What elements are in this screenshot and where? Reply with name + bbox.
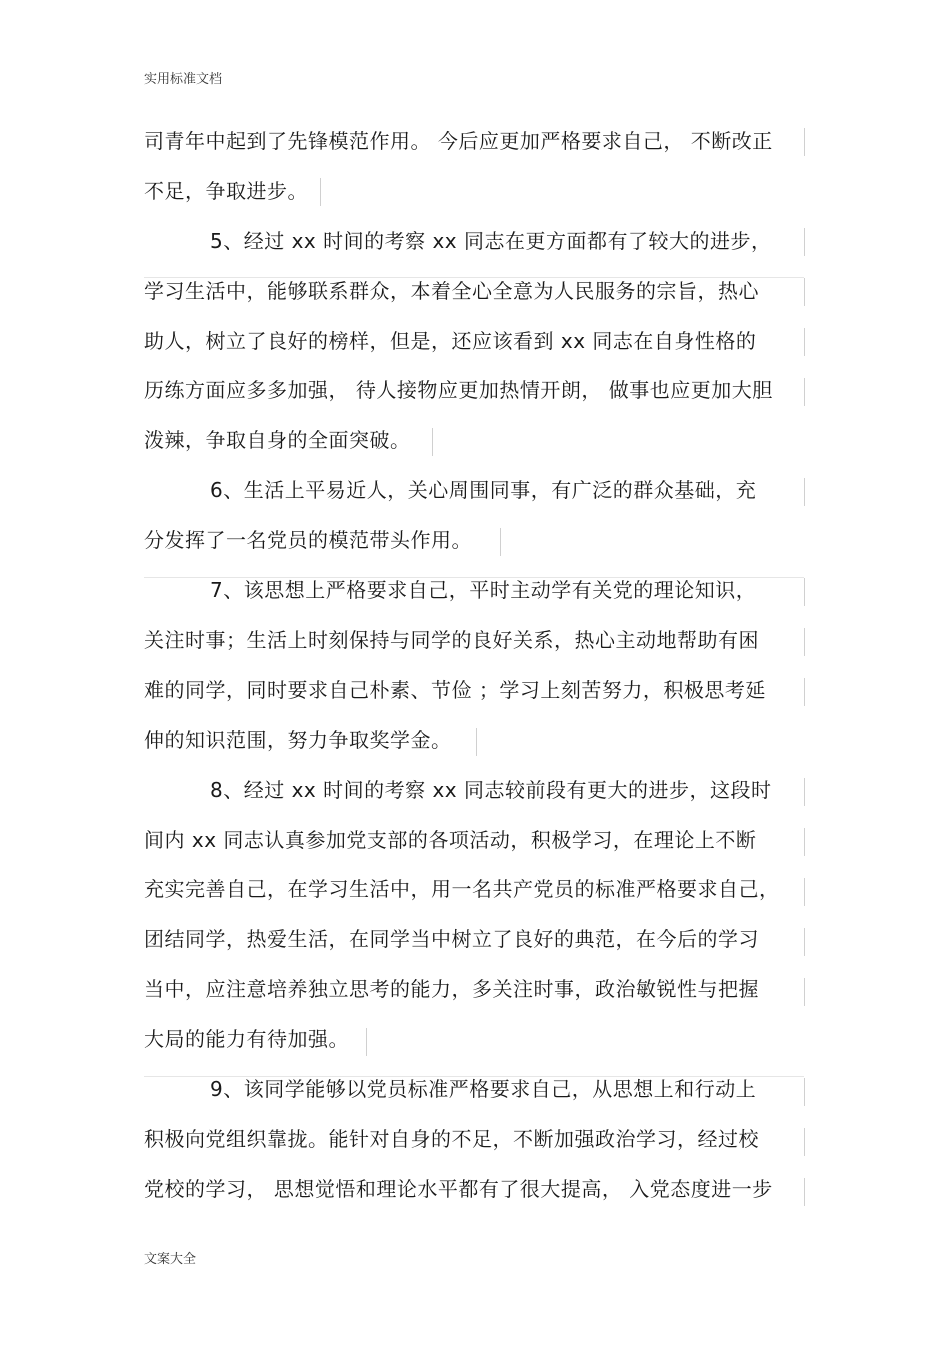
cell-rule xyxy=(804,278,805,306)
text-line: 伸的知识范围，努力争取奖学金。 xyxy=(144,728,452,752)
cell-rule xyxy=(366,1028,367,1056)
text-line: 充实完善自己，在学习生活中，用一名共产党员的标准严格要求自己， xyxy=(144,877,780,901)
text-line: 团结同学，热爱生活，在同学当中树立了良好的典范，在今后的学习 xyxy=(144,927,759,951)
text-line: 分发挥了一名党员的模范带头作用。 xyxy=(144,528,472,552)
cell-rule xyxy=(804,1078,805,1106)
text-line: 难的同学，同时要求自己朴素、节俭 ；学习上刻苦努力，积极思考延 xyxy=(144,678,766,702)
text-line: 司青年中起到了先锋模范作用。 今后应更加严格要求自己， 不断改正 xyxy=(144,129,773,153)
text-line: 7、该思想上严格要求自己，平时主动学有关党的理论知识， xyxy=(210,578,757,602)
cell-rule xyxy=(144,1076,804,1077)
text-line: 历练方面应多多加强， 待人接物应更加热情开朗， 做事也应更加大胆 xyxy=(144,378,773,402)
cell-rule xyxy=(804,828,805,856)
text-line: 学习生活中，能够联系群众，本着全心全意为人民服务的宗旨，热心 xyxy=(144,279,759,303)
text-line: 间内 xx 同志认真参加党支部的各项活动，积极学习，在理论上不断 xyxy=(144,828,757,852)
cell-rule xyxy=(804,378,805,406)
cell-rule xyxy=(804,978,805,1006)
cell-rule xyxy=(500,528,501,556)
text-line: 积极向党组织靠拢。能针对自身的不足，不断加强政治学习，经过校 xyxy=(144,1127,759,1151)
cell-rule xyxy=(804,678,805,706)
cell-rule xyxy=(804,778,805,806)
cell-rule xyxy=(144,577,804,578)
text-line: 大局的能力有待加强。 xyxy=(144,1027,349,1051)
text-line: 6、生活上平易近人，关心周围同事，有广泛的群众基础，充 xyxy=(210,478,757,502)
cell-rule xyxy=(804,128,805,156)
page-footer: 文案大全 xyxy=(144,1252,197,1267)
cell-rule xyxy=(804,478,805,506)
cell-rule xyxy=(804,878,805,906)
cell-rule xyxy=(804,1128,805,1156)
text-line: 泼辣，争取自身的全面突破。 xyxy=(144,428,411,452)
cell-rule xyxy=(476,728,477,756)
page-header: 实用标准文档 xyxy=(144,72,223,87)
text-line: 不足，争取进步。 xyxy=(144,179,308,203)
cell-rule xyxy=(144,277,804,278)
text-line: 8、经过 xx 时间的考察 xx 同志较前段有更大的进步，这段时 xyxy=(210,778,772,802)
text-line: 5、经过 xx 时间的考察 xx 同志在更方面都有了较大的进步， xyxy=(210,229,772,253)
cell-rule xyxy=(804,1178,805,1206)
cell-rule xyxy=(432,428,433,456)
cell-rule xyxy=(320,178,321,206)
cell-rule xyxy=(804,328,805,356)
cell-rule xyxy=(804,578,805,606)
text-line: 当中，应注意培养独立思考的能力，多关注时事，政治敏锐性与把握 xyxy=(144,977,759,1001)
cell-rule xyxy=(804,928,805,956)
cell-rule xyxy=(804,228,805,256)
text-line: 助人，树立了良好的榜样，但是，还应该看到 xx 同志在自身性格的 xyxy=(144,329,757,353)
text-line: 9、该同学能够以党员标准严格要求自己，从思想上和行动上 xyxy=(210,1077,757,1101)
text-line: 关注时事；生活上时刻保持与同学的良好关系，热心主动地帮助有困 xyxy=(144,628,759,652)
cell-rule xyxy=(804,628,805,656)
text-line: 党校的学习， 思想觉悟和理论水平都有了很大提高， 入党态度进一步 xyxy=(144,1177,773,1201)
